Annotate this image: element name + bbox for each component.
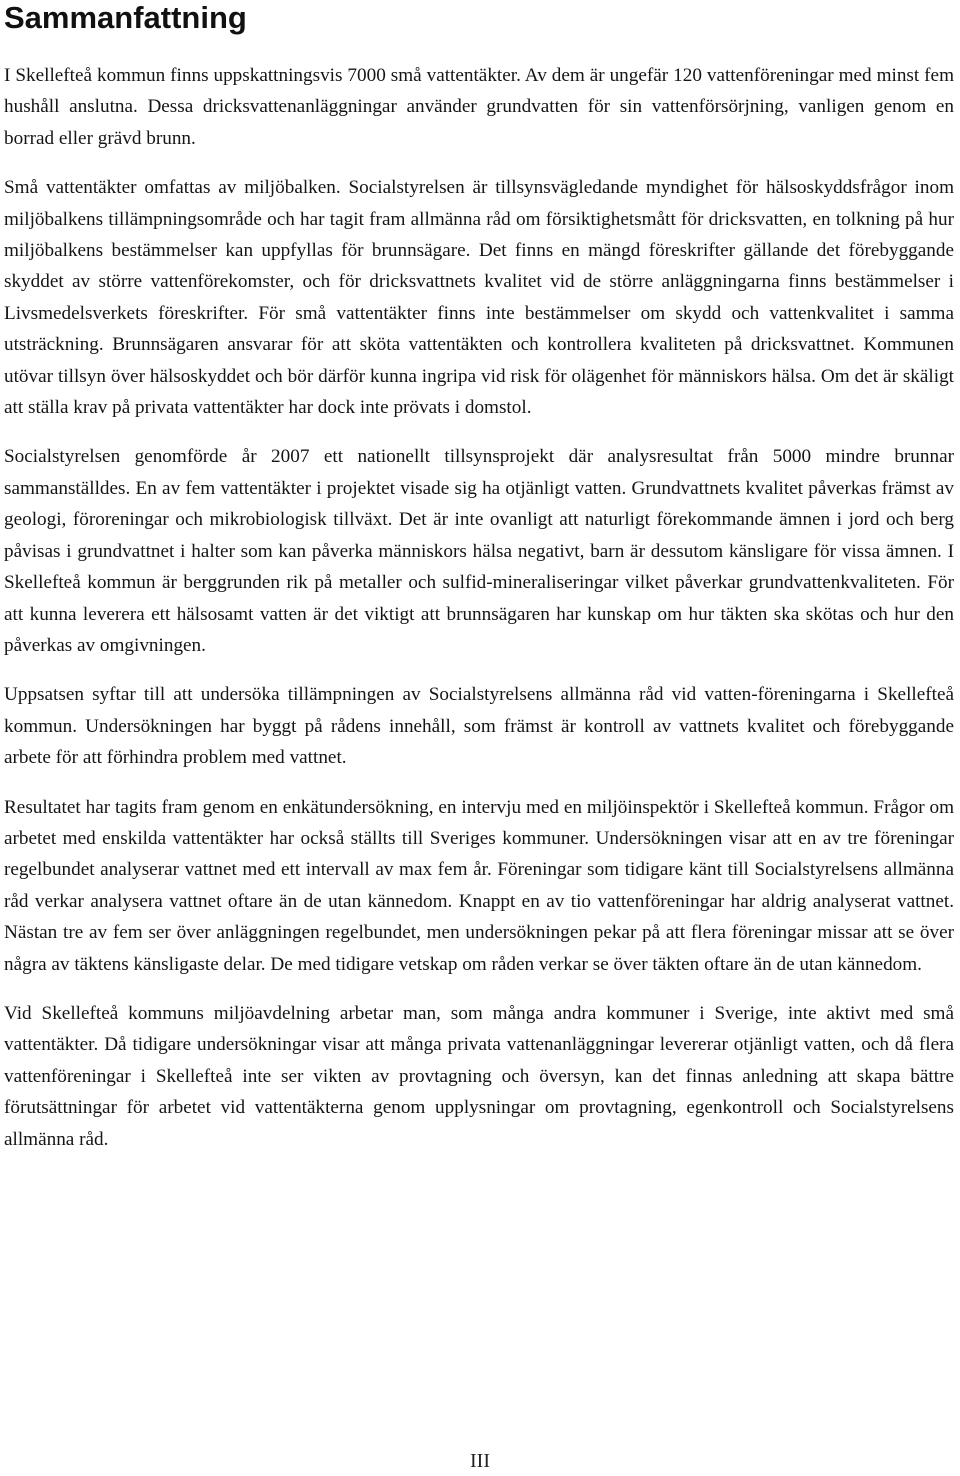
paragraph-3: Socialstyrelsen genomförde år 2007 ett nationellt tillsynsprojekt där analysresultat från 5000 mindre brunnar sammanställdes. En av fem vattentäkter i projektet visade sig ha otjänligt vatten. Grundvattnets kvalitet påverkas främst av geologi, föroreningar och mikrobiologisk tillväxt. Det är inte ovanligt att naturligt förekommande ämnen i jord och berg påvisas i grundvattnet i halter som kan påverka människors hälsa negativt, barn är dessutom känsligare för vissa ämnen. I Skellefteå kommun är berggrunden rik på metaller och sulfid-mineraliseringar vilket påverkar grundvattenkvaliteten. För att kunna leverera ett hälsosamt vatten är det viktigt att brunnsägaren har kunskap om hur täkten ska skötas och hur den påverkas av omgivningen. xyxy=(4,446,954,656)
paragraph-6: Vid Skellefteå kommuns miljöavdelning arbetar man, som många andra kommuner i Sverige, inte aktivt med små vattentäkter. Då tidigare undersökningar visar att många privata vattenanläggningar levererar otjänligt vatten, och då flera vattenföreningar i Skellefteå inte ser vikten av provtagning och översyn, kan det finnas anledning att skapa bättre förutsättningar för arbetet vid vattentäkterna genom upplysningar om provtagning, egenkontroll och Socialstyrelsens allmänna råd. xyxy=(4,1002,954,1150)
paragraph-1: I Skellefteå kommun finns uppskattningsvis 7000 små vattentäkter. Av dem är ungefär 120 vattenföreningar med minst fem hushåll anslutna. Dessa dricksvattenanläggningar använder grundvatten för sin vattenförsörjning, vanligen genom en borrad eller grävd brunn. xyxy=(4,65,954,149)
paragraph-5: Resultatet har tagits fram genom en enkätundersökning, en intervju med en miljöinspektör i Skellefteå kommun. Frågor om arbetet med enskilda vattentäkter har också ställts till Sveriges kommuner. Undersökningen visar att en av tre föreningar regelbundet analyserar vattnet med ett intervall av max fem år. Föreningar som tidigare känt till Socialstyrelsens allmänna råd verkar analysera vattnet oftare än de utan kännedom. Knappt en av tio vattenföreningar har aldrig analyserat vattnet. Nästan tre av fem ser över anläggningen regelbundet, men undersökningen pekar på att flera föreningar missar att se över några av täktens känsligaste delar. De med tidigare vetskap om råden verkar se över täkten oftare än de utan kännedom. xyxy=(4,796,954,975)
section-title: Sammanfattning xyxy=(4,0,247,35)
page-number: III xyxy=(470,1450,490,1472)
summary-body xyxy=(4,60,954,1155)
document-page xyxy=(4,0,954,1173)
paragraph-4: Uppsatsen syftar till att undersöka tillämpningen av Socialstyrelsens allmänna råd vid vatten-föreningarna i Skellefteå kommun. Undersökningen har byggt på rådens innehåll, som främst är kontroll av vattnets kvalitet och förebyggande arbete för att förhindra problem med vattnet. xyxy=(4,684,954,769)
paragraph-2: Små vattentäkter omfattas av miljöbalken. Socialstyrelsen är tillsynsvägledande myndighet för hälsoskyddsfrågor inom miljöbalkens tillämpningsområde och har tagit fram allmänna råd om försiktighetsmått för dricksvatten, en tolkning på hur miljöbalkens bestämmelser kan uppfyllas för brunnsägare. Det finns en mängd föreskrifter gällande det förebyggande skyddet av större vattenförekomster, och för dricksvattnets kvalitet vid de större anläggningarna finns bestämmelser i Livsmedelsverkets föreskrifter. För små vattentäkter finns inte bestämmelser om skydd och vattenkvalitet i samma utsträckning. Brunnsägaren ansvarar för att sköta vattentäkten och kontrollera kvaliteten på dricksvattnet. Kommunen utövar tillsyn över hälsoskyddet och bör därför kunna ingripa vid risk för olägenhet för människors hälsa. Om det är skäligt att ställa krav på privata vattentäkter har dock inte prövats i domstol. xyxy=(4,177,954,419)
